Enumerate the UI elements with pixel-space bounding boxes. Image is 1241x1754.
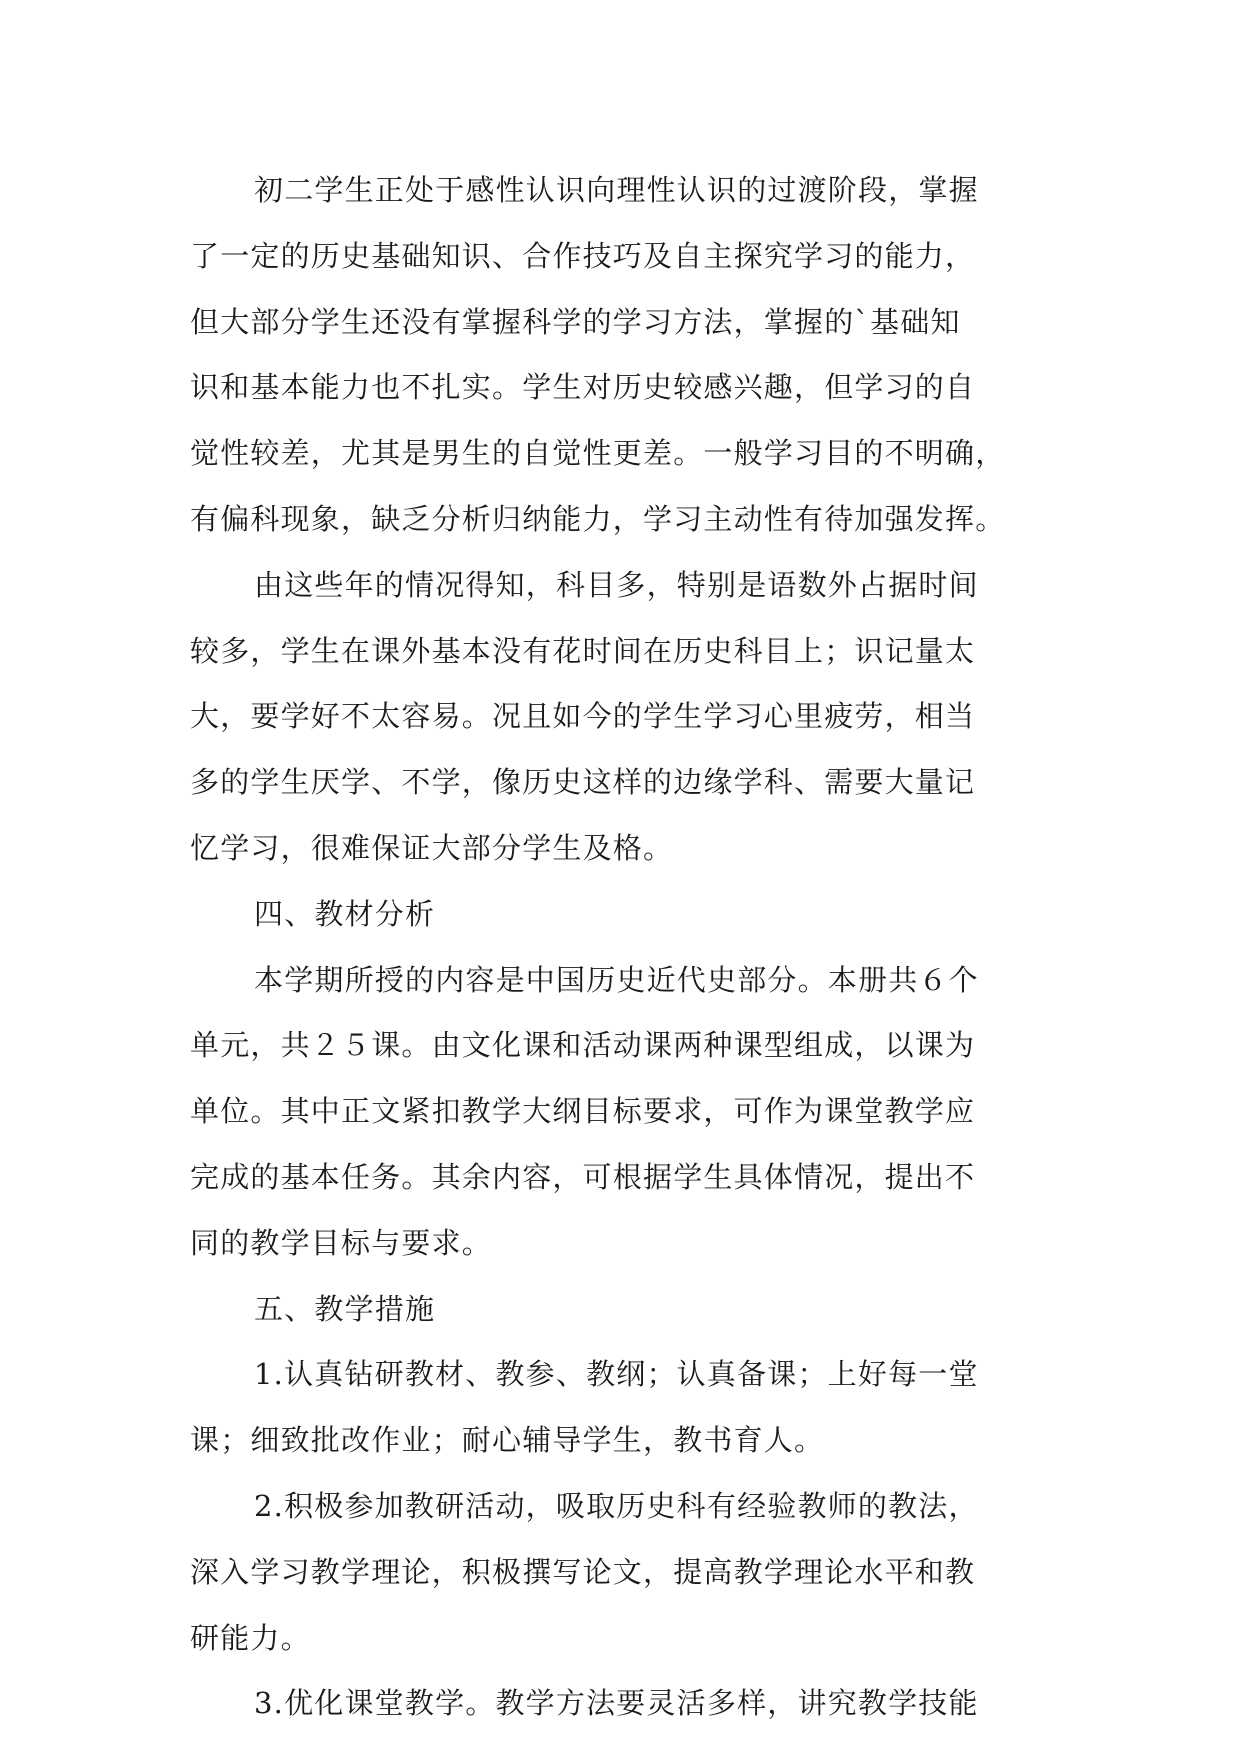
paragraph-textbook-line-4: 完成的基本任务。其余内容，可根据学生具体情况，提出不 xyxy=(190,1159,976,1194)
measure-2-line-3: 研能力。 xyxy=(190,1620,311,1655)
paragraph-student-analysis-line-1: 初二学生正处于感性认识向理性认识的过渡阶段，掌握 xyxy=(254,173,979,207)
paragraph-situation-line-2: 较多，学生在课外基本没有花时间在历史科目上；识记量太 xyxy=(190,633,976,668)
paragraph-textbook-line-1: 本学期所授的内容是中国历史近代史部分。本册共６个 xyxy=(254,962,979,997)
paragraph-situation-line-5: 忆学习，很难保证大部分学生及格。 xyxy=(190,830,674,865)
document-body xyxy=(190,158,1050,1737)
measure-1-line-2: 课；细致批改作业；耐心辅导学生，教书育人。 xyxy=(190,1423,825,1458)
section-heading-teaching-measures: 五、教学措施 xyxy=(254,1291,436,1326)
paragraph-student-analysis-line-4: 识和基本能力也不扎实。学生对历史较感兴趣，但学习的自 xyxy=(190,370,976,405)
paragraph-student-analysis-line-6: 有偏科现象，缺乏分析归纳能力，学习主动性有待加强发挥。 xyxy=(190,501,1006,536)
section-heading-textbook-analysis: 四、教材分析 xyxy=(254,896,436,931)
paragraph-textbook-line-5: 同的教学目标与要求。 xyxy=(190,1225,493,1260)
paragraph-situation-line-3: 大，要学好不太容易。况且如今的学生学习心里疲劳，相当 xyxy=(190,699,976,734)
measure-1-line-1: 1.认真钻研教材、教参、教纲；认真备课；上好每一堂 xyxy=(254,1357,979,1392)
paragraph-situation-line-4: 多的学生厌学、不学，像历史这样的边缘学科、需要大量记 xyxy=(190,765,976,800)
paragraph-student-analysis-line-3: 但大部分学生还没有掌握科学的学习方法，掌握的`基础知 xyxy=(190,304,961,339)
paragraph-student-analysis-line-2: 了一定的历史基础知识、合作技巧及自主探究学习的能力， xyxy=(190,238,976,273)
measure-3-line-1: 3.优化课堂教学。教学方法要灵活多样，讲究教学技能 xyxy=(254,1686,979,1721)
measure-2-line-1: 2.积极参加教研活动，吸取历史科有经验教师的教法， xyxy=(254,1488,979,1523)
measure-2-line-2: 深入学习教学理论，积极撰写论文，提高教学理论水平和教 xyxy=(190,1554,976,1589)
paragraph-student-analysis-line-5: 觉性较差，尤其是男生的自觉性更差。一般学习目的不明确， xyxy=(190,436,1006,471)
paragraph-textbook-line-2: 单元，共２５课。由文化课和活动课两种课型组成，以课为 xyxy=(190,1028,976,1063)
paragraph-situation-line-1: 由这些年的情况得知，科目多，特别是语数外占据时间 xyxy=(254,567,979,602)
paragraph-textbook-line-3: 单位。其中正文紧扣教学大纲目标要求，可作为课堂教学应 xyxy=(190,1094,976,1129)
